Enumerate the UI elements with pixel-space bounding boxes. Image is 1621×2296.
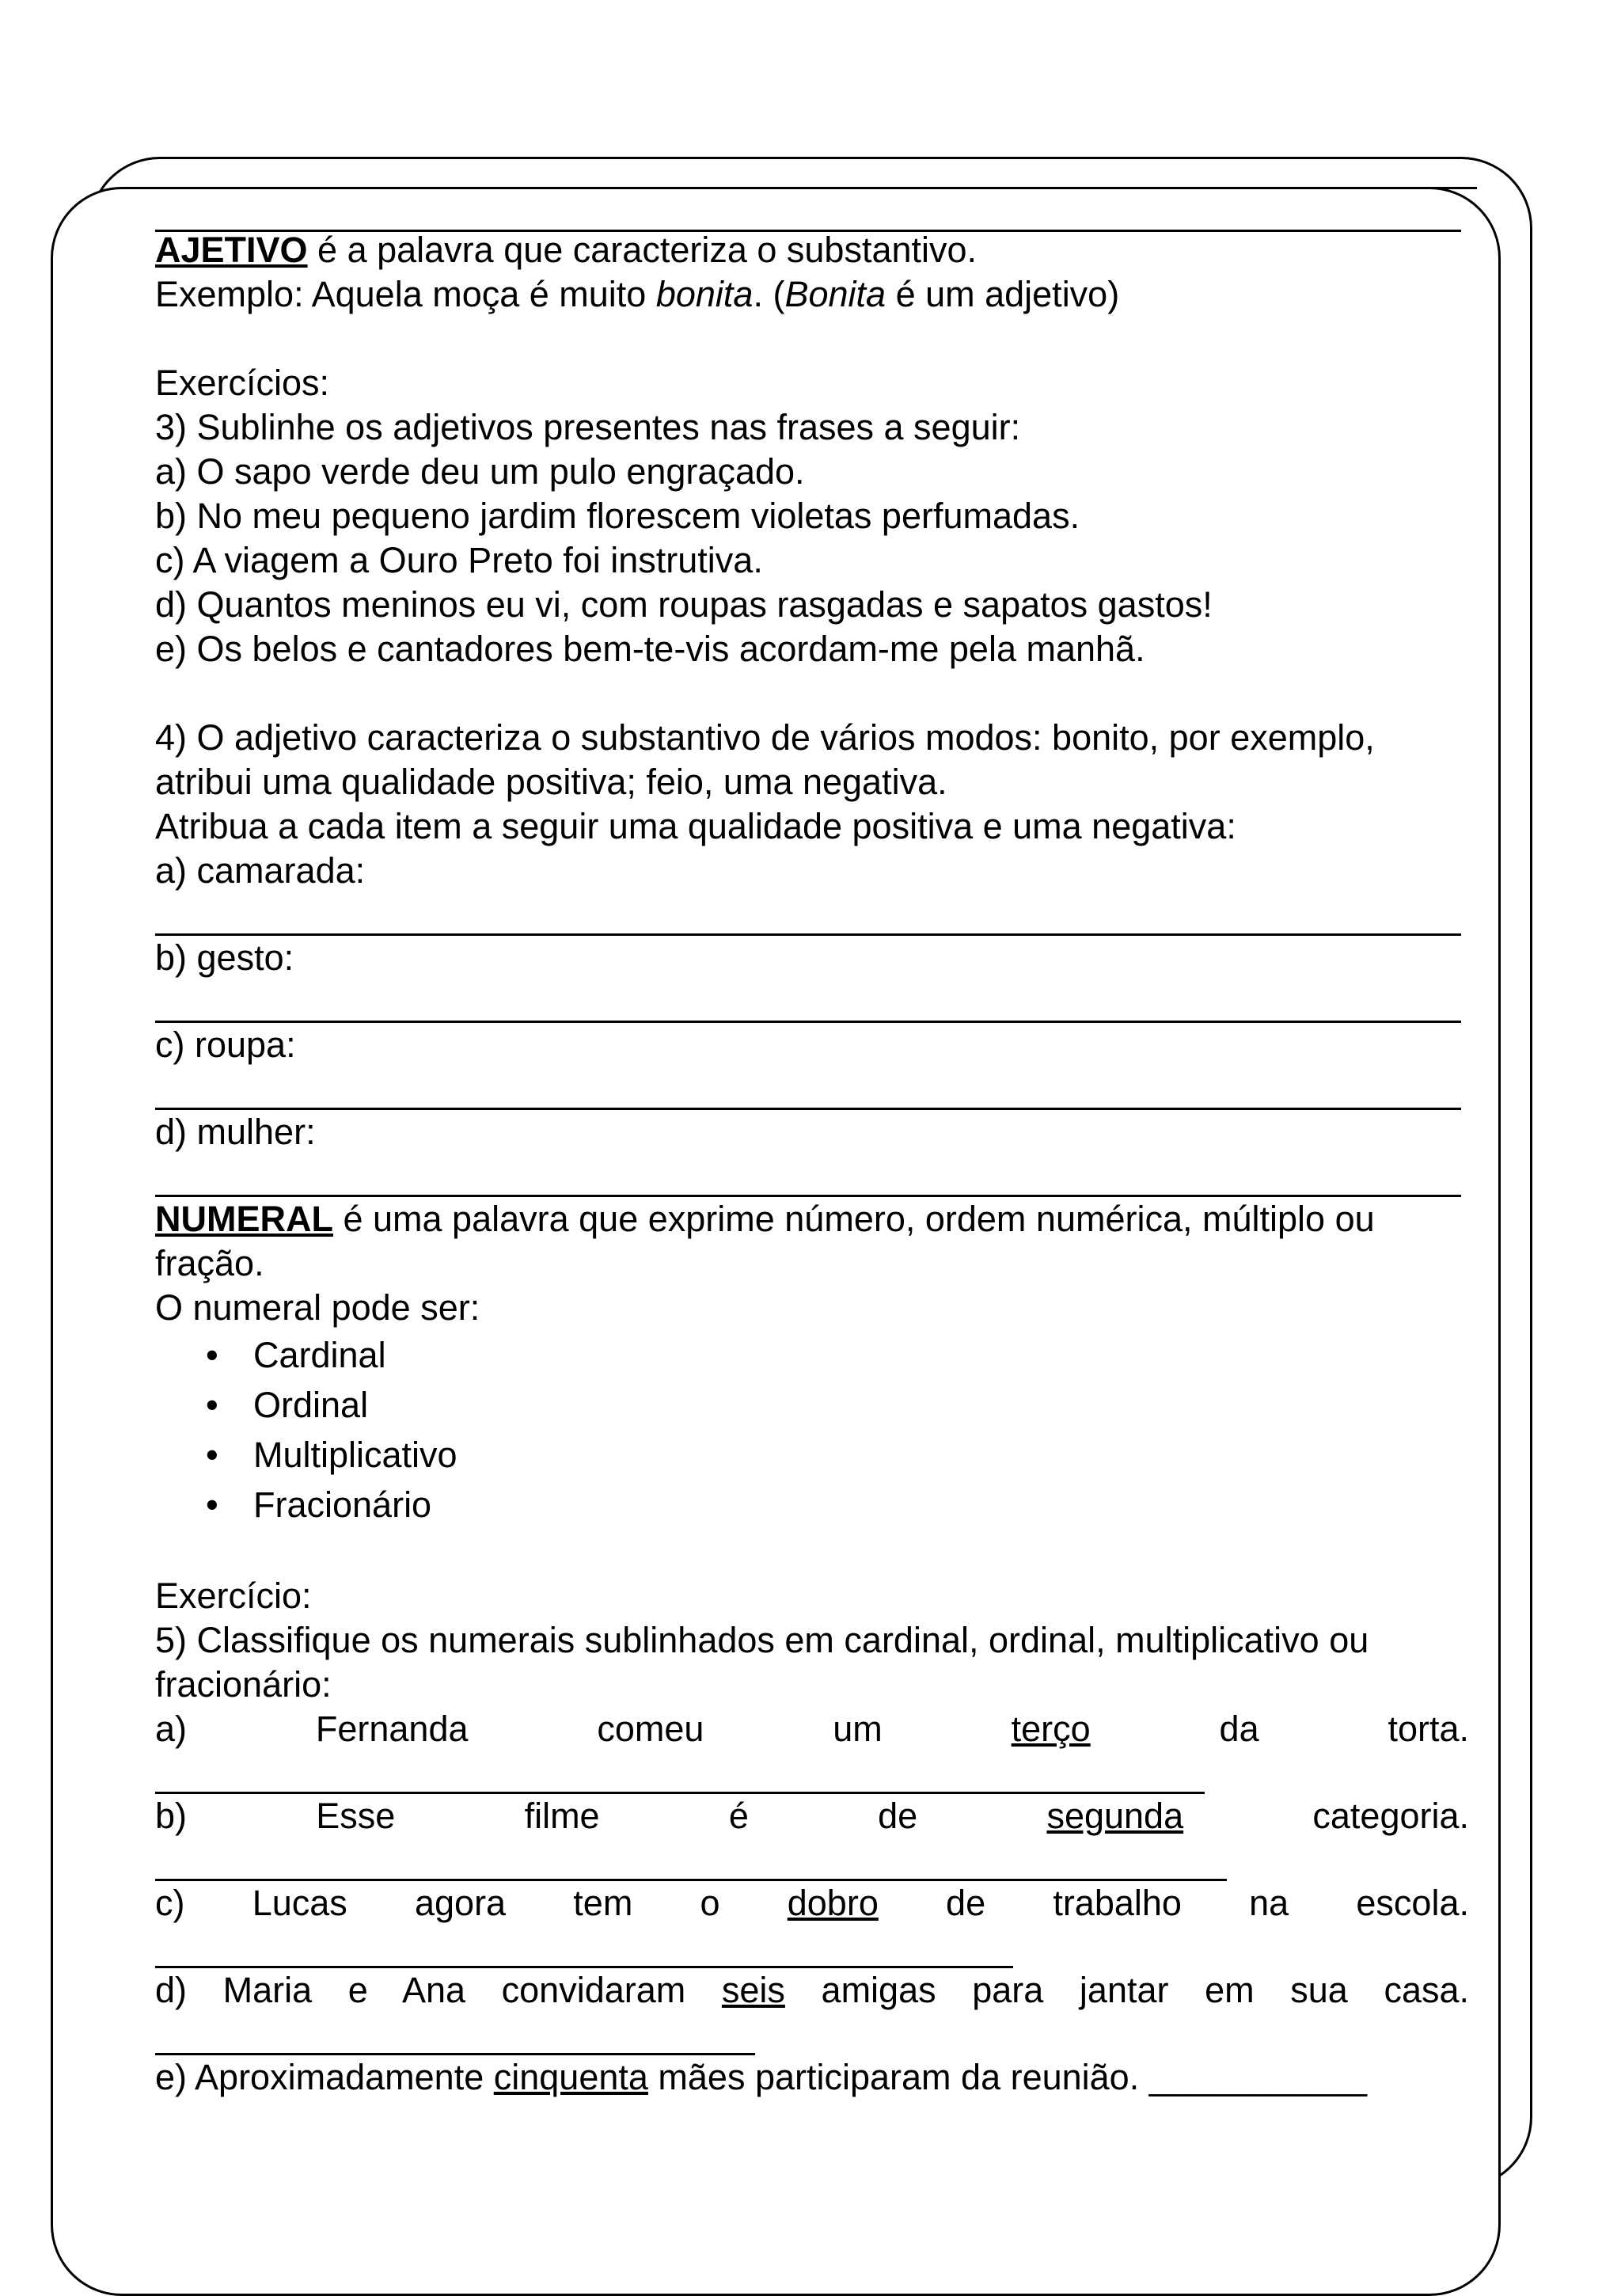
exercise-5-item-a: a) Fernanda comeu um terço da torta.	[155, 1709, 1469, 1749]
exercise-4-item: a) camarada:	[155, 850, 366, 891]
numeral-intro: O numeral pode ser:	[155, 1287, 480, 1328]
bullet-icon: •	[206, 1335, 218, 1375]
exercise-4-item: c) roupa:	[155, 1024, 296, 1065]
exercise-3-item: e) Os belos e cantadores bem-te-vis acordam-me pela manhã.	[155, 629, 1145, 669]
bullet-icon: •	[206, 1385, 218, 1425]
answer-line[interactable]	[155, 893, 1461, 936]
adjetivo-definition: AJETIVO é a palavra que caracteriza o substantivo.	[155, 230, 978, 270]
exercise-3-item: c) A viagem a Ouro Preto foi instrutiva.	[155, 540, 763, 580]
exercise-5-item-e: e) Aproximadamente cinquenta mães participaram da reunião. ___________	[155, 2057, 1368, 2097]
numeral-definition: NUMERAL é uma palavra que exprime número, ordem numérica, múltiplo ou fração.	[155, 1199, 1375, 1283]
exercise-4-item: d) mulher:	[155, 1112, 316, 1152]
underlined-numeral: cinquenta	[493, 2057, 648, 2097]
exercise-5-item-c: c) Lucas agora tem o dobro de trabalho na escola.	[155, 1883, 1469, 1923]
bullet-icon: •	[206, 1484, 218, 1525]
underlined-numeral: terço	[1011, 1709, 1091, 1749]
answer-line[interactable]	[155, 1925, 1013, 1968]
numeral-types-list	[155, 1330, 1469, 1530]
answer-line[interactable]	[155, 2013, 755, 2055]
answer-line[interactable]	[155, 1154, 1461, 1197]
exercise-4-instruction: Atribua a cada item a seguir uma qualidade positiva e uma negativa:	[155, 806, 1236, 846]
top-rule-1	[155, 187, 1477, 189]
answer-line[interactable]	[155, 980, 1461, 1023]
list-item: • Cardinal	[155, 1330, 1469, 1380]
bullet-icon: •	[206, 1435, 218, 1475]
worksheet-content	[155, 228, 1469, 2100]
exercise-5-item-b: b) Esse filme é de segunda categoria.	[155, 1796, 1470, 1836]
exercise-4-prompt: 4) O adjetivo caracteriza o substantivo de vários modos: bonito, por exemplo, atribui uma qualidade positiva; feio, uma negativa.	[155, 717, 1375, 802]
exercise-3-prompt: 3) Sublinhe os adjetivos presentes nas frases a seguir:	[155, 407, 1021, 447]
exercise-3-item: a) O sapo verde deu um pulo engraçado.	[155, 451, 805, 492]
exercise-3-item: b) No meu pequeno jardim florescem violetas perfumadas.	[155, 496, 1080, 536]
exercise-4-item: b) gesto:	[155, 937, 294, 978]
numeral-term: NUMERAL	[155, 1199, 333, 1239]
exercise-3-item: d) Quantos meninos eu vi, com roupas rasgadas e sapatos gastos!	[155, 584, 1213, 625]
answer-line[interactable]	[155, 1838, 1227, 1881]
underlined-numeral: segunda	[1046, 1796, 1184, 1836]
underlined-numeral: seis	[721, 1970, 785, 2010]
exercise-heading: Exercício:	[155, 1576, 312, 1616]
underlined-numeral: dobro	[787, 1883, 879, 1923]
adjetivo-term: AJETIVO	[155, 230, 308, 270]
answer-line[interactable]	[155, 1067, 1461, 1110]
list-item: • Ordinal	[155, 1380, 1469, 1430]
exercise-5-item-d: d) Maria e Ana convidaram seis amigas para jantar em sua casa.	[155, 1970, 1469, 2010]
adjetivo-example: Exemplo: Aquela moça é muito bonita. (Bonita é um adjetivo)	[155, 274, 1120, 314]
list-item: • Multiplicativo	[155, 1430, 1469, 1480]
exercise-5-prompt: 5) Classifique os numerais sublinhados em cardinal, ordinal, multiplicativo ou fracionário:	[155, 1620, 1369, 1705]
list-item: • Fracionário	[155, 1480, 1469, 1530]
exercises-heading: Exercícios:	[155, 363, 330, 403]
answer-line[interactable]	[155, 1751, 1205, 1794]
